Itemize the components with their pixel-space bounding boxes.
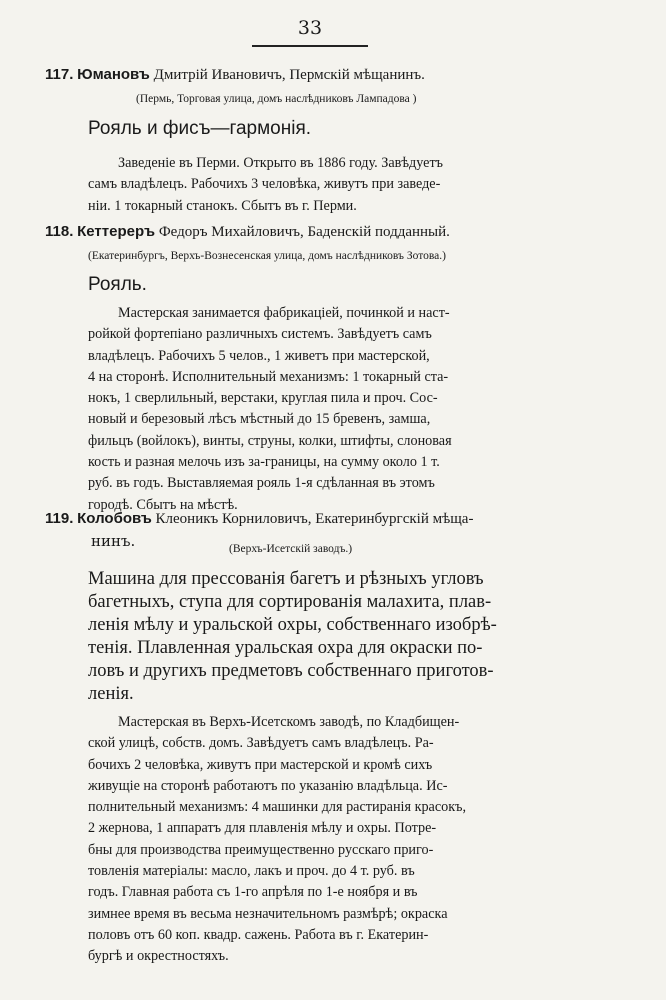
entry-117-heading (45, 64, 635, 86)
text-line: самъ владѣлецъ. Рабочихъ 3 человѣка, живутъ при заведе- (88, 176, 441, 193)
text-line: годъ. Главная работа съ 1-го апрѣля по 1-е ноября и въ (88, 884, 418, 901)
text-line: ніи. 1 токарный станокъ. Сбытъ въ г. Перми. (88, 197, 357, 214)
text-line: живущіе на сторонѣ работаютъ по указанію владѣльца. Ис- (88, 777, 448, 794)
text-line: полнительный механизмъ: 4 машинки для растиранія красокъ, (88, 799, 467, 816)
entry-117-address: (Пермь, Торговая улица, домъ наслѣдниковъ Лампадова ) (136, 93, 417, 105)
text-line: руб. въ годъ. Выставляемая рояль 1-я сдѣланная въ этомъ (88, 475, 435, 492)
text-line: городѣ. Сбытъ на мѣстѣ. (88, 496, 238, 513)
text-line: бургѣ и окрестностяхъ. (88, 948, 229, 965)
text-line: Мастерская въ Верхъ-Исетскомъ заводѣ, по Кладбищен- (118, 714, 460, 730)
entry-number: 117. (45, 66, 74, 83)
product-line: ленія. (88, 684, 134, 704)
entry-number: 118. (45, 223, 74, 240)
page-number: 33 (297, 17, 323, 39)
entry-name-rest: Федоръ Михайловичъ, Баденскій подданный. (155, 224, 450, 240)
text-line: фильцъ (войлокъ), винты, струны, колки, штифты, слоновая (88, 432, 452, 449)
entry-name-rest: Клеоникъ Корниловичъ, Екатеринбургскій мѣща- (151, 511, 474, 527)
header-rule (252, 45, 368, 47)
text-line: бны для производства преимущественно русскаго приго- (88, 841, 434, 858)
text-line: товленія матеріалы: масло, лакъ и проч. до 4 т. руб. въ (88, 863, 415, 880)
entry-118-product: Рояль. (88, 274, 147, 295)
entry-117-text (88, 153, 608, 217)
text-line: владѣлецъ. Рабочихъ 5 челов., 1 живетъ при мастерской, (88, 347, 430, 364)
text-line: бочихъ 2 человѣка, живутъ при мастерской и кромѣ сихъ (88, 756, 433, 773)
product-line: ловъ и другихъ предметовъ собственнаго приготов- (88, 661, 494, 681)
entry-119-heading (45, 508, 635, 530)
entry-119-address: (Верхъ-Исетскій заводъ.) (229, 543, 353, 555)
entry-117-product: Рояль и фисъ—гармонія. (88, 118, 312, 139)
text-line: 4 на сторонѣ. Исполнительный механизмъ: 1 токарный ста- (88, 368, 449, 385)
text-line: нокъ, 1 сверлильный, верстаки, круглая пила и проч. Сос- (88, 390, 438, 407)
text-line: новый и березовый лѣсъ мѣстный до 15 бревенъ, замша, (88, 411, 431, 428)
text-line: 2 жернова, 1 аппаратъ для плавленія мѣлу и охры. Потре- (88, 820, 437, 837)
entry-118-text (88, 303, 608, 516)
product-line: Машина для прессованія багетъ и рѣзныхъ угловъ (88, 569, 484, 589)
product-line: багетныхъ, ступа для сортированія малахита, плав- (88, 592, 492, 612)
text-line: Заведеніе въ Перми. Открыто въ 1886 году. Завѣдуетъ (118, 155, 444, 171)
entry-119-text (88, 712, 608, 968)
text-line: зимнее время въ весьма незначительномъ размѣрѣ; окраска (88, 905, 448, 922)
product-line: ленія мѣлу и уральской охры, собственнаго изобрѣ- (88, 615, 497, 635)
entry-number: 119. (45, 510, 74, 527)
entry-name-rest: Дмитрій Ивановичъ, Пермскій мѣщанинъ. (149, 67, 425, 83)
entry-118-address: (Екатеринбургъ, Верхъ-Вознесенская улица, домъ наслѣдниковъ Зотова.) (88, 250, 446, 262)
entry-surname: Колобовъ (77, 510, 152, 527)
entry-surname: Юмановъ (77, 66, 150, 83)
entry-119-heading-cont: нинъ. (91, 532, 136, 550)
entry-119-product (88, 568, 608, 706)
entry-surname: Кеттереръ (77, 223, 156, 240)
entry-118-heading (45, 221, 635, 243)
product-line: тенія. Плавленная уральская охра для окраски по- (88, 638, 483, 658)
text-line: ской улицѣ, собств. домъ. Завѣдуетъ самъ владѣлецъ. Ра- (88, 735, 434, 752)
text-line: Мастерская занимается фабрикаціей, починкой и наст- (118, 305, 450, 321)
text-line: ройкой фортепіано различныхъ системъ. Завѣдуетъ самъ (88, 326, 432, 343)
text-line: половъ отъ 60 коп. квадр. сажень. Работа въ г. Екатерин- (88, 926, 429, 943)
text-line: кость и разная мелочь изъ за-границы, на сумму около 1 т. (88, 454, 440, 471)
